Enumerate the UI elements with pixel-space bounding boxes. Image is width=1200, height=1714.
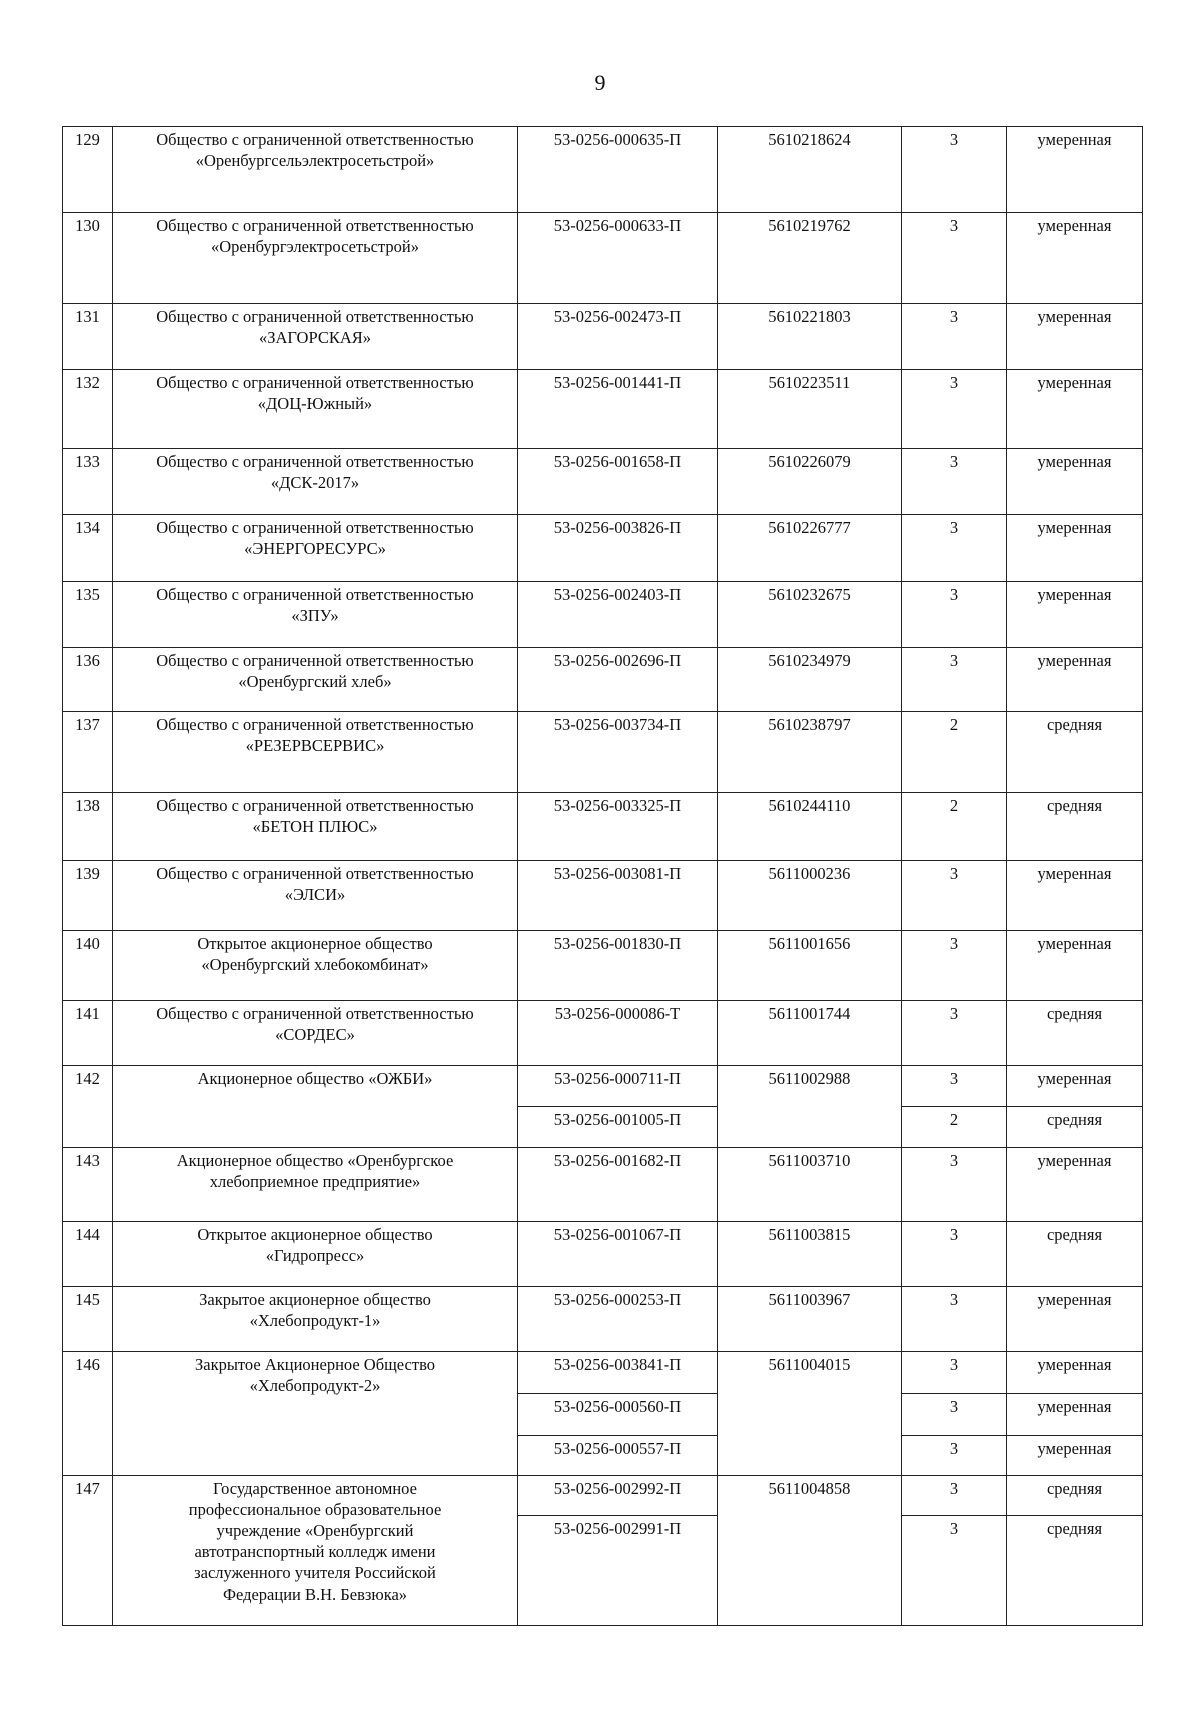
organization-name: Общество с ограниченной ответственностью «ЗАГОРСКАЯ» xyxy=(113,304,518,370)
inn: 5611004858 xyxy=(718,1476,902,1626)
row-number: 146 xyxy=(63,1352,113,1476)
risk-level: умеренная xyxy=(1007,127,1143,213)
category: 3 xyxy=(902,515,1007,582)
inn: 5610234979 xyxy=(718,648,902,712)
registration-number: 53-0256-001682-П xyxy=(518,1148,718,1222)
risk-level: средняя xyxy=(1007,1516,1143,1626)
table-row xyxy=(63,1352,1143,1394)
organization-name: Общество с ограниченной ответственностью «ЭЛСИ» xyxy=(113,861,518,931)
risk-level: умеренная xyxy=(1007,449,1143,515)
row-number: 144 xyxy=(63,1222,113,1287)
registration-number: 53-0256-003325-П xyxy=(518,793,718,861)
row-number: 145 xyxy=(63,1287,113,1352)
registration-number: 53-0256-001441-П xyxy=(518,370,718,449)
registration-number: 53-0256-003081-П xyxy=(518,861,718,931)
inn: 5610226079 xyxy=(718,449,902,515)
table-row xyxy=(63,213,1143,304)
table-row xyxy=(63,1222,1143,1287)
category: 3 xyxy=(902,1148,1007,1222)
organization-name: Общество с ограниченной ответственностью «Оренбургэлектросетьстрой» xyxy=(113,213,518,304)
category: 2 xyxy=(902,793,1007,861)
organization-name: Общество с ограниченной ответственностью «БЕТОН ПЛЮС» xyxy=(113,793,518,861)
organization-name: Общество с ограниченной ответственностью «РЕЗЕРВСЕРВИС» xyxy=(113,712,518,793)
inn: 5611003967 xyxy=(718,1287,902,1352)
registration-number: 53-0256-000557-П xyxy=(518,1436,718,1476)
inn: 5611002988 xyxy=(718,1066,902,1148)
risk-level: умеренная xyxy=(1007,1436,1143,1476)
table-row xyxy=(63,449,1143,515)
category: 3 xyxy=(902,304,1007,370)
table-row xyxy=(63,931,1143,1001)
registration-number: 53-0256-003826-П xyxy=(518,515,718,582)
registration-number: 53-0256-002991-П xyxy=(518,1516,718,1626)
risk-level: умеренная xyxy=(1007,1394,1143,1436)
organization-name: Открытое акционерное общество «Гидропресс» xyxy=(113,1222,518,1287)
organization-name: Общество с ограниченной ответственностью «ДСК-2017» xyxy=(113,449,518,515)
row-number: 136 xyxy=(63,648,113,712)
registry-body xyxy=(63,127,1143,1626)
risk-level: средняя xyxy=(1007,712,1143,793)
risk-level: умеренная xyxy=(1007,1287,1143,1352)
organization-name: Акционерное общество «ОЖБИ» xyxy=(113,1066,518,1148)
row-number: 147 xyxy=(63,1476,113,1626)
organization-name: Общество с ограниченной ответственностью «ЭНЕРГОРЕСУРС» xyxy=(113,515,518,582)
category: 3 xyxy=(902,1516,1007,1626)
organization-name: Закрытое Акционерное Общество «Хлебопродукт-2» xyxy=(113,1352,518,1476)
category: 3 xyxy=(902,1222,1007,1287)
risk-level: умеренная xyxy=(1007,304,1143,370)
risk-level: умеренная xyxy=(1007,1148,1143,1222)
registration-number: 53-0256-000253-П xyxy=(518,1287,718,1352)
table-row xyxy=(63,1001,1143,1066)
table-row xyxy=(63,712,1143,793)
row-number: 132 xyxy=(63,370,113,449)
row-number: 130 xyxy=(63,213,113,304)
category: 3 xyxy=(902,370,1007,449)
row-number: 129 xyxy=(63,127,113,213)
row-number: 143 xyxy=(63,1148,113,1222)
registration-number: 53-0256-002403-П xyxy=(518,582,718,648)
row-number: 138 xyxy=(63,793,113,861)
category: 3 xyxy=(902,213,1007,304)
inn: 5611001656 xyxy=(718,931,902,1001)
registration-number: 53-0256-001067-П xyxy=(518,1222,718,1287)
row-number: 134 xyxy=(63,515,113,582)
organization-name: Общество с ограниченной ответственностью «ДОЦ-Южный» xyxy=(113,370,518,449)
table-row xyxy=(63,582,1143,648)
registration-number: 53-0256-001005-П xyxy=(518,1107,718,1148)
inn: 5611003710 xyxy=(718,1148,902,1222)
registration-number: 53-0256-001830-П xyxy=(518,931,718,1001)
category: 3 xyxy=(902,931,1007,1001)
table-row xyxy=(63,370,1143,449)
inn: 5610218624 xyxy=(718,127,902,213)
registration-number: 53-0256-000633-П xyxy=(518,213,718,304)
inn: 5610219762 xyxy=(718,213,902,304)
registry-table xyxy=(62,126,1143,1626)
organization-name: Государственное автономное профессиональное образовательное учреждение «Оренбургский автотранспортный колледж имени заслуженного учителя Российской Федерации В.Н. Бевзюка» xyxy=(113,1476,518,1626)
row-number: 133 xyxy=(63,449,113,515)
risk-level: умеренная xyxy=(1007,1066,1143,1107)
table-row xyxy=(63,1287,1143,1352)
organization-name: Акционерное общество «Оренбургское хлебоприемное предприятие» xyxy=(113,1148,518,1222)
inn: 5610223511 xyxy=(718,370,902,449)
organization-name: Открытое акционерное общество «Оренбургский хлебокомбинат» xyxy=(113,931,518,1001)
risk-level: умеренная xyxy=(1007,515,1143,582)
table-row xyxy=(63,127,1143,213)
category: 2 xyxy=(902,1107,1007,1148)
inn: 5610244110 xyxy=(718,793,902,861)
row-number: 135 xyxy=(63,582,113,648)
row-number: 137 xyxy=(63,712,113,793)
inn: 5611000236 xyxy=(718,861,902,931)
organization-name: Общество с ограниченной ответственностью «Оренбургсельэлектросетьстрой» xyxy=(113,127,518,213)
registration-number: 53-0256-002992-П xyxy=(518,1476,718,1516)
risk-level: средняя xyxy=(1007,1107,1143,1148)
category: 3 xyxy=(902,861,1007,931)
registration-number: 53-0256-000086-Т xyxy=(518,1001,718,1066)
risk-level: умеренная xyxy=(1007,931,1143,1001)
risk-level: умеренная xyxy=(1007,861,1143,931)
category: 3 xyxy=(902,648,1007,712)
risk-level: умеренная xyxy=(1007,370,1143,449)
row-number: 142 xyxy=(63,1066,113,1148)
category: 3 xyxy=(902,127,1007,213)
organization-name: Общество с ограниченной ответственностью «СОРДЕС» xyxy=(113,1001,518,1066)
category: 3 xyxy=(902,1476,1007,1516)
table-row xyxy=(63,304,1143,370)
category: 3 xyxy=(902,1352,1007,1394)
risk-level: средняя xyxy=(1007,793,1143,861)
page-number: 9 xyxy=(594,70,606,95)
category: 3 xyxy=(902,1066,1007,1107)
registration-number: 53-0256-001658-П xyxy=(518,449,718,515)
inn: 5610226777 xyxy=(718,515,902,582)
table-row xyxy=(63,861,1143,931)
registration-number: 53-0256-002473-П xyxy=(518,304,718,370)
inn: 5610232675 xyxy=(718,582,902,648)
row-number: 139 xyxy=(63,861,113,931)
category: 3 xyxy=(902,1436,1007,1476)
registration-number: 53-0256-003841-П xyxy=(518,1352,718,1394)
category: 3 xyxy=(902,582,1007,648)
category: 2 xyxy=(902,712,1007,793)
table-row xyxy=(63,515,1143,582)
registration-number: 53-0256-000711-П xyxy=(518,1066,718,1107)
table-row xyxy=(63,1066,1143,1107)
risk-level: умеренная xyxy=(1007,648,1143,712)
row-number: 140 xyxy=(63,931,113,1001)
row-number: 131 xyxy=(63,304,113,370)
row-number: 141 xyxy=(63,1001,113,1066)
table-row xyxy=(63,1476,1143,1516)
inn: 5611001744 xyxy=(718,1001,902,1066)
risk-level: умеренная xyxy=(1007,213,1143,304)
registration-number: 53-0256-003734-П xyxy=(518,712,718,793)
inn: 5611004015 xyxy=(718,1352,902,1476)
risk-level: средняя xyxy=(1007,1001,1143,1066)
category: 3 xyxy=(902,449,1007,515)
risk-level: средняя xyxy=(1007,1476,1143,1516)
inn: 5610238797 xyxy=(718,712,902,793)
organization-name: Общество с ограниченной ответственностью «Оренбургский хлеб» xyxy=(113,648,518,712)
inn: 5611003815 xyxy=(718,1222,902,1287)
organization-name: Закрытое акционерное общество «Хлебопродукт-1» xyxy=(113,1287,518,1352)
risk-level: умеренная xyxy=(1007,1352,1143,1394)
table-row xyxy=(63,648,1143,712)
organization-name: Общество с ограниченной ответственностью «ЗПУ» xyxy=(113,582,518,648)
table-row xyxy=(63,1148,1143,1222)
category: 3 xyxy=(902,1287,1007,1352)
registration-number: 53-0256-000635-П xyxy=(518,127,718,213)
category: 3 xyxy=(902,1001,1007,1066)
risk-level: умеренная xyxy=(1007,582,1143,648)
risk-level: средняя xyxy=(1007,1222,1143,1287)
inn: 5610221803 xyxy=(718,304,902,370)
registration-number: 53-0256-000560-П xyxy=(518,1394,718,1436)
registration-number: 53-0256-002696-П xyxy=(518,648,718,712)
category: 3 xyxy=(902,1394,1007,1436)
table-row xyxy=(63,793,1143,861)
